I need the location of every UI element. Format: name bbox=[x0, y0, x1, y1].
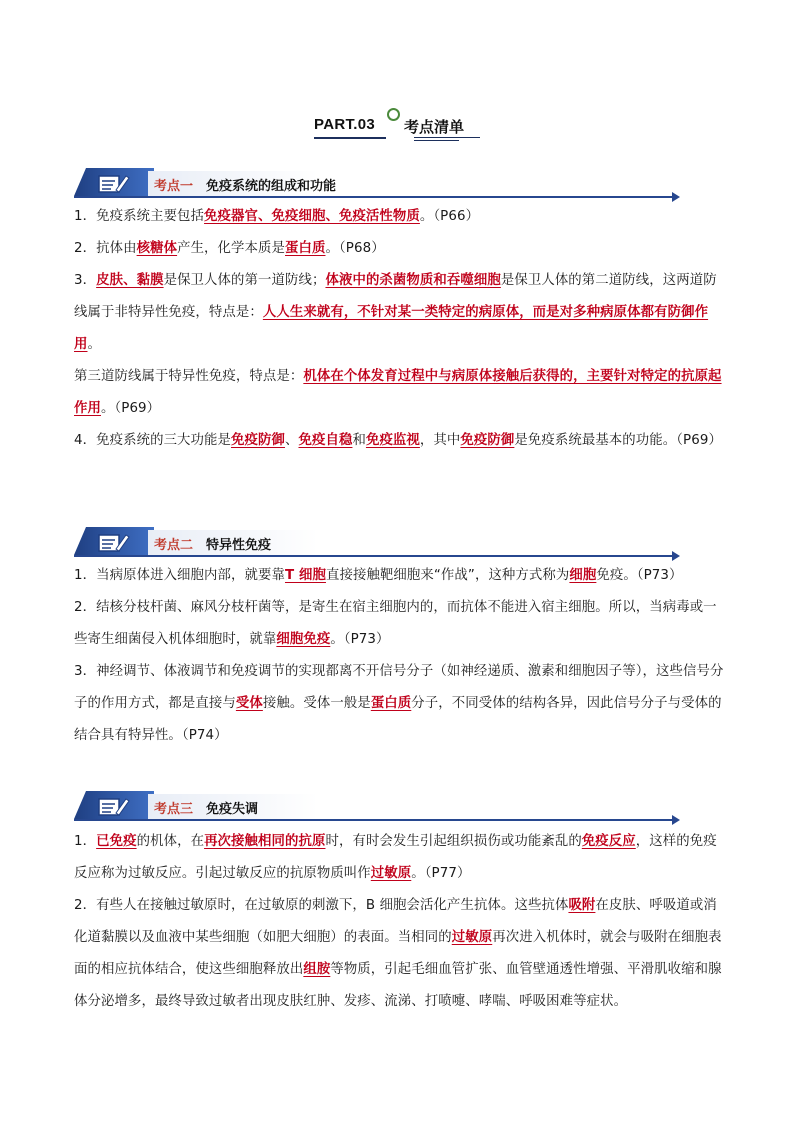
list-item: 1．已免疫的机体，在再次接触相同的抗原时，有时会发生引起组织损伤或功能紊乱的免疫反应，这样的免疫反应称为过敏反应。引起过敏反应的抗原物质叫作过敏原。（P77） bbox=[74, 834, 717, 881]
list-item: 2．结核分枝杆菌、麻风分枝杆菌等，是寄生在宿主细胞内的，而抗体不能进入宿主细胞。所以，当病毒或一些寄生细菌侵入机体细胞时，就靠细胞免疫。（P73） bbox=[74, 600, 717, 647]
list-item: 4．免疫系统的三大功能是免疫防御、免疫自稳和免疫监视，其中免疫防御是免疫系统最基本的功能。（P69） bbox=[74, 433, 722, 448]
section-body bbox=[74, 826, 724, 1018]
title-underline bbox=[414, 137, 480, 138]
list-item: 2．有些人在接触过敏原时，在过敏原的刺激下，B 细胞会活化产生抗体。这些抗体吸附在皮肤、呼吸道或消化道黏膜以及血液中某些细胞（如肥大细胞）的表面。当相同的过敏原再次进入机体时，就会与吸附在细胞表面的相应抗体结合，使这些细胞释放出组胺等物质，引起毛细血管扩张、血管壁通透性增强、平滑肌收缩和腺体分泌增多，最终导致过敏者出现皮肤红肿、发疹、流涕、打喷嚏、哮喘、呼吸困难等症状。 bbox=[74, 898, 722, 1009]
list-item: 3．皮肤、黏膜是保卫人体的第一道防线；体液中的杀菌物质和吞噬细胞是保卫人体的第二道防线，这两道防线属于非特异性免疫，特点是：人人生来就有，不针对某一类特定的病原体，而是对多种病原体都有防御作用。 bbox=[74, 273, 717, 352]
list-item: 1．免疫系统主要包括免疫器官、免疫细胞、免疫活性物质。（P66） bbox=[74, 209, 480, 224]
section-header bbox=[74, 527, 684, 559]
arrow-icon bbox=[672, 815, 680, 825]
section-body bbox=[74, 560, 724, 752]
part-number: PART.03 bbox=[314, 116, 376, 133]
section-header bbox=[74, 168, 684, 200]
title-underline bbox=[414, 140, 459, 141]
part-title bbox=[314, 116, 514, 146]
section-title: 考点一 免疫系统的组成和功能 bbox=[154, 179, 337, 194]
section-title: 考点二 特异性免疫 bbox=[154, 538, 272, 553]
notepad-pen-icon bbox=[96, 172, 130, 194]
section-title: 考点三 免疫失调 bbox=[154, 802, 259, 817]
section-rule bbox=[74, 819, 678, 821]
section-header bbox=[74, 791, 684, 823]
section-rule bbox=[74, 555, 678, 557]
title-underline bbox=[314, 137, 386, 139]
notepad-pen-icon bbox=[96, 531, 130, 553]
circle-icon bbox=[387, 108, 400, 121]
list-item: 第三道防线属于特异性免疫，特点是：机体在个体发育过程中与病原体接触后获得的，主要针对特定的抗原起作用。（P69） bbox=[74, 369, 722, 416]
list-item: 1．当病原体进入细胞内部，就要靠T 细胞直接接触靶细胞来“作战”，这种方式称为细胞免疫。（P73） bbox=[74, 568, 683, 583]
section-rule bbox=[74, 196, 678, 198]
list-item: 2．抗体由核糖体产生，化学本质是蛋白质。（P68） bbox=[74, 241, 385, 256]
page-title: 考点清单 bbox=[404, 118, 465, 136]
section-body bbox=[74, 201, 724, 457]
list-item: 3．神经调节、体液调节和免疫调节的实现都离不开信号分子（如神经递质、激素和细胞因子等），这些信号分子的作用方式，都是直接与受体接触。受体一般是蛋白质分子，不同受体的结构各异，因此信号分子与受体的结合具有特异性。（P74） bbox=[74, 664, 724, 743]
notepad-pen-icon bbox=[96, 795, 130, 817]
